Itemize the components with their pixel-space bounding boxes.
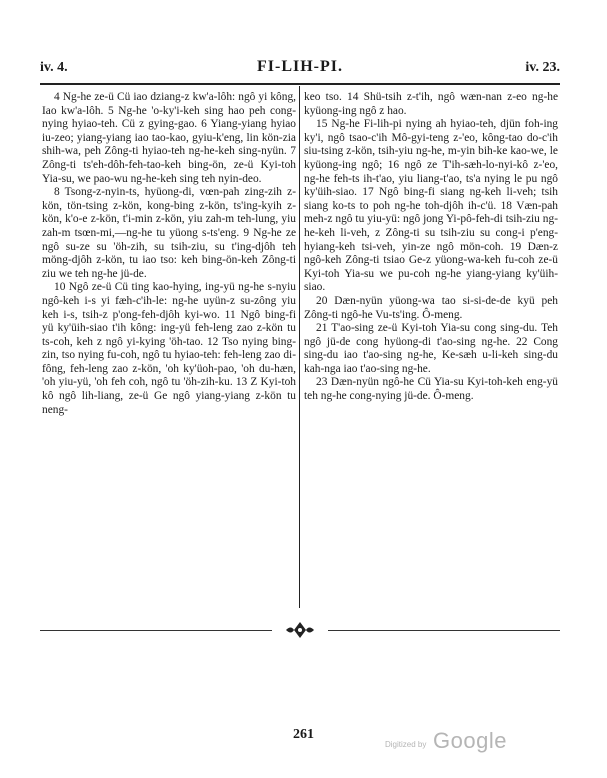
left-column	[42, 91, 296, 417]
paragraph-verse-20: 20 Dæn-nyün yüong-wa tao si-si-de-de kyü peh Zông-ti ngô-he Vu-ts'ing. Ô-meng.	[304, 294, 558, 321]
page-number: 261	[293, 727, 314, 742]
right-column	[304, 91, 558, 404]
digitizer-watermark	[385, 728, 585, 758]
ornament-line-right	[328, 630, 560, 631]
end-ornament	[40, 612, 560, 652]
paragraph-verses-4-7: 4 Ng-he ze-ü Cü iao dziang-z kw'a-lôh: ngô yi kông, Iao kw'a-lôh. 5 Ng-he 'o-ky'i-keh sing hao peh cong-nying hyiao-teh. Cü z gying-gao. 6 Yiang-yiang hyiao iu-zeo; yiang-yiang iao tao-kao, gyiu-k'eng, lin kön-zia shih-wa, peh Zông-ti hyiao-teh ng-he-keh sing-nyün. 7 Zông-ti ts'eh-dôh-feh-tao-keh bing-ön, ze-ü Kyi-toh Yia-su, we pao-wu ng-he-keh sing teh nyin-deo.	[42, 91, 296, 185]
paragraph-verse-13-cont-14: keo tso. 14 Shü-tsih z-t'ih, ngô wæn-nan z-eo ng-he kyüong-ing ngô z hao.	[304, 91, 558, 117]
running-header	[40, 60, 560, 82]
fleuron-icon	[282, 618, 318, 642]
header-rule	[40, 83, 560, 85]
column-divider	[299, 86, 300, 608]
google-logo: Google	[433, 728, 507, 753]
ornament-line-left	[40, 630, 272, 631]
header-book-title: FI-LIH-PI.	[257, 58, 343, 75]
header-left-reference: iv. 4.	[40, 60, 68, 75]
paragraph-verses-10-13: 10 Ngô ze-ü Cü ting kao-hying, ing-yü ng-he s-nyiu ngô-keh i-s yi fæh-c'ih-le: ng-he uyün-z su-zông yiu keh i-s, tsih-z p'ong-feh-djôh kyi-wo. 11 Ngô bing-fi yü ky'üih-siao t'ih kông: ing-yü feh-leng zao z-kön tu ts-coh, keh z ngô yi-kying 'öh-tao. 12 Tso nying bing-zin, tso nying fu-coh, ngô tu hyiao-teh: feh-leng zao di-fông, feh-leng zao z-kön, 'oh ky'üoh-pao, 'oh du-hæn, 'oh yiu-yü, 'oh feh coh, ngô tu 'öh-zih-ku. 13 Z Kyi-toh kô ngô lih-liang, ze-ü Ge ngô yiang-yiang z-kön tu neng-	[42, 281, 296, 416]
header-right-reference: iv. 23.	[525, 60, 560, 75]
paragraph-verses-8-9: 8 Tsong-z-nyin-ts, hyüong-di, vœn-pah zing-zih z-kön, tön-tsing z-kön, kong-bing z-kön, ts'ing-kyih z-kön, k'o-e z-kön, t'i-min z-kön, yiu zah-m teh-lung, yiu zah-m tsœn-mi,—ng-he tu yüong s-ts'eng. 9 Ng-he ze ngô su-ze su 'öh-zih, su tsih-ziu, su t'ing-djôh teh möng-djôh z-kön, tu iao tso: keh bing-ön-keh Zông-ti ziu we teh ng-he jü-de.	[42, 186, 296, 280]
paragraph-verses-21-22: 21 T'ao-sing ze-ü Kyi-toh Yia-su cong sing-du. Teh ngô jü-de cong hyüong-di t'ao-sing ng-he. 22 Cong sing-du iao t'ao-sing ng-he, Ke-sæh u-li-keh sing-du kah-nga iao t'ao-sing ng-he.	[304, 322, 558, 375]
watermark-prefix: Digitized by	[385, 740, 427, 749]
paragraph-verses-15-19: 15 Ng-he Fi-lih-pi nying ah hyiao-teh, djün foh-ing ky'i, ngô tsao-c'ih Mô-gyi-teng z-'eo, kông-tao do-c'ih siu-tsing z-kön, tsih-yiu ng-he, m-yin bih-ke kao-we, le kyüong-ing ngô; 16 ngô ze T'ih-sæh-lo-nyi-kô z-'eo, ng-he feh-ts ih-t'ao, yiu liang-t'ao, ts'a nying le pu ngô ky'üih-siao. 17 Ngô bing-fi siang ng-keh li-veh; tsih siang ko-ts to poh ng-he toh-djôh ih-c'ü. 18 Væn-pah meh-z ngô tu yiu-yü: ngô jong Yi-pô-feh-di tsih-ziu ng-he-keh li-veh, z Zông-ti su tsih-ziu su cong-i p'eng-hyiang-keh tsi-veh, yin-ze ngô mön-coh. 19 Dæn-z ngô-keh Zông-ti tsiao Ge-z yüong-wa-keh fu-coh ze-ü Kyi-toh Yia-su we pu-coh ng-he yiang-yiang ky'üih-siao.	[304, 118, 558, 294]
paragraph-verse-23: 23 Dæn-nyün ngô-he Cü Yia-su Kyi-toh-keh eng-yü teh ng-he cong-nying jü-de. Ô-meng.	[304, 376, 558, 403]
